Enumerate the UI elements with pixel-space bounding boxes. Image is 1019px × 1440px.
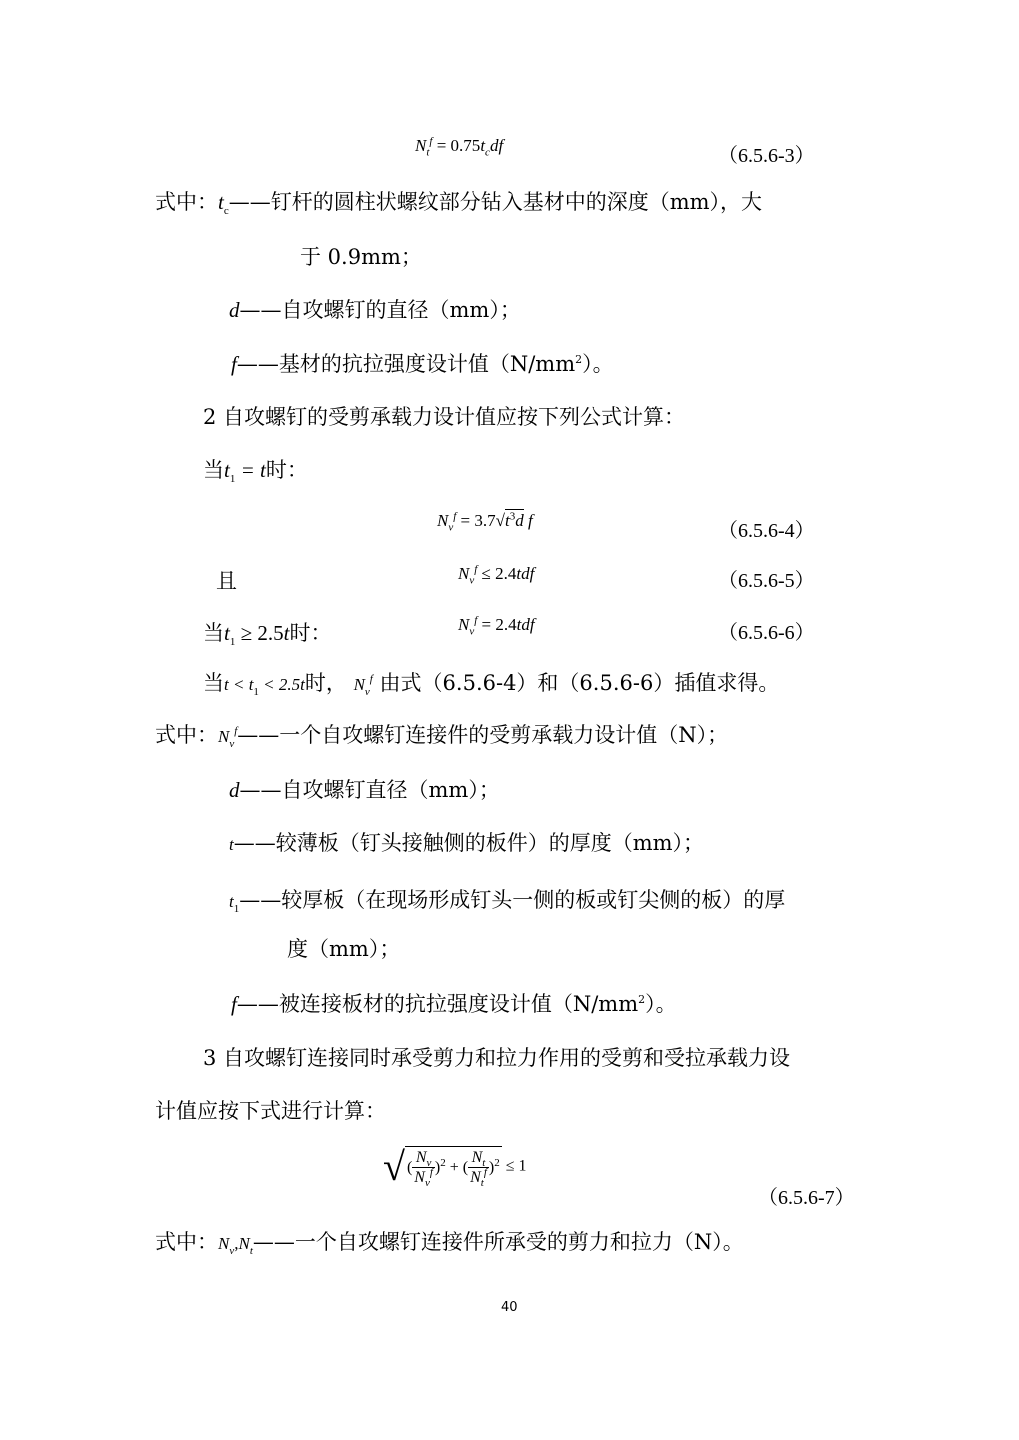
case2-prefix: 当 [203, 621, 224, 645]
eq4-root-b: d [515, 511, 524, 530]
where2-f-desc-b: ）。 [645, 992, 677, 1016]
f-desc-sup: 2 [575, 353, 583, 366]
where2-t-symbol: t [229, 835, 234, 854]
big-sqrt-icon: √ [383, 1144, 405, 1189]
case2-line: 当$t_1 \ge 2.5t$时： [203, 621, 332, 649]
item3-where-desc: ——一个自攻螺钉连接件所承受的剪力和拉力（N）。 [252, 1230, 744, 1254]
nv-desc: ——一个自攻螺钉连接件的受剪承载力设计值（N）； [237, 723, 729, 747]
d-desc: ——自攻螺钉的直径（mm）； [239, 298, 521, 322]
where2-t-desc: ——较薄板（钉头接触侧的板件）的厚度（mm）； [233, 831, 705, 855]
where2-d-symbol: d [229, 778, 240, 802]
where2-t1-symbol: t [229, 892, 234, 911]
interp-tail: 由式（6.5.6-4）和（6.5.6-6）插值求得。 [379, 671, 780, 695]
case2-suffix: 时： [289, 621, 332, 645]
and-word: 且 [216, 569, 237, 593]
where2-nv-line: 式中：$N_v^f——$一个自攻螺钉连接件的受剪承载力设计值（N）； [155, 723, 729, 751]
where1-tc-line2: 于 0.9mm； [300, 245, 422, 269]
where2-f-symbol: f [231, 992, 237, 1016]
eq3-sup: f [429, 135, 433, 148]
equation-6-5-6-4: $N_v^f = 3.7√t^3d$ f [437, 510, 533, 534]
tc-sub: c [223, 205, 229, 218]
eq-number-6-5-6-3: （6.5.6-3） [718, 145, 815, 167]
tc-desc-1: ——钉杆的圆柱状螺纹部分钻入基材中的深度（mm），大 [228, 190, 763, 214]
f-desc-b: ）。 [582, 352, 614, 376]
eq5-tail: tdf [516, 564, 535, 583]
eq-number-6-5-6-7: （6.5.6-7） [758, 1187, 855, 1209]
case1-line: 当$t_1 = t$时： [203, 458, 308, 486]
eq4-root-a: t [504, 511, 510, 530]
tc-symbol: t [218, 190, 224, 214]
eq7-rel: ≤ 1 [505, 1157, 527, 1175]
equation-6-5-6-5: $N_v^f \le 2.4tdf$ [458, 563, 535, 587]
eq-number-6-5-6-5: （6.5.6-5） [718, 570, 815, 592]
eq4-coef: = 3.7 [460, 511, 496, 530]
item3-line1: 3 自攻螺钉连接同时承受剪力和拉力作用的受剪和受拉承载力设 [203, 1046, 791, 1070]
item3-where-prefix: 式中： [155, 1230, 218, 1254]
where2-d-line [229, 776, 500, 804]
where2-f-line [231, 990, 677, 1018]
equation-6-5-6-6: $N_v^f = 2.4tdf$ [458, 614, 535, 638]
item3-line2: 计值应按下式进行计算： [155, 1099, 386, 1123]
eq-number-6-5-6-6: （6.5.6-6） [718, 622, 815, 644]
where2-d-desc: ——自攻螺钉直径（mm）； [239, 778, 500, 802]
interp-prefix: 当 [203, 671, 224, 695]
item3-where-line: 式中：$N_v,N_t——$一个自攻螺钉连接件所承受的剪力和拉力（N）。 [155, 1230, 744, 1258]
where1-prefix: 式中： [155, 190, 218, 214]
case1-suffix: 时： [265, 458, 308, 482]
eq3-sub: t [426, 146, 430, 159]
interp-cond-b: < 2.5t [258, 675, 305, 694]
where1-d-line [229, 296, 521, 324]
eq3-t: t [480, 136, 486, 155]
where2-t-line [229, 829, 704, 859]
case2-cond: ≥ 2.5 [235, 621, 284, 645]
interp-mid: 时， [304, 671, 347, 695]
eq5-rel: ≤ 2.4 [481, 564, 517, 583]
d-symbol: d [229, 298, 240, 322]
sqrt-icon: √ [495, 511, 505, 530]
eq3-tsub: c [485, 146, 490, 159]
where2-t1-sub: 1 [233, 903, 240, 916]
eq3-tail: df [489, 136, 504, 155]
f-desc-a: ——基材的抗拉强度设计值（N/mm [236, 352, 576, 376]
equation-6-5-6-3 [415, 134, 503, 158]
interp-line: 当$t < t_1 < 2.5t$时， $N_v^f$ 由式（6.5.6-4）和（6.5.6-6）插值求得。 [203, 671, 780, 699]
eq-number-6-5-6-4: （6.5.6-4） [718, 520, 815, 542]
case2-t: t [283, 621, 290, 645]
eq3-coef: = 0.75 [436, 136, 481, 155]
eq6-rel: = 2.4 [481, 615, 517, 634]
where2-f-desc-a: ——被连接板材的抗拉强度设计值（N/mm [236, 992, 639, 1016]
where2-t1-line [229, 886, 785, 916]
where2-prefix: 式中： [155, 723, 218, 747]
f-symbol: f [231, 352, 237, 376]
where2-t1-line2: 度（mm）； [287, 937, 401, 961]
where1-tc-line [155, 188, 762, 216]
case1-prefix: 当 [203, 458, 224, 482]
case1-cond: = t [235, 458, 266, 482]
equation-6-5-6-7: √ ( $\frac{N_v}{N_v^f}$ )$^2$ + ( $\frac{N_t}{N_t^f}$ )$^2$ ≤ 1 [383, 1144, 527, 1189]
item2-heading: 2 自攻螺钉的受剪承载力设计值应按下列公式计算： [203, 405, 686, 429]
eq3-lhs: N [415, 136, 427, 155]
interp-cond-a: t < t [224, 675, 254, 694]
where2-f-desc-sup: 2 [638, 993, 646, 1006]
eq4-tail: f [527, 511, 533, 530]
eq6-tail: tdf [516, 615, 535, 634]
page-number: 40 [501, 1300, 518, 1315]
where2-t1-desc-1: ——较厚板（在现场形成钉头一侧的板或钉尖侧的板）的厚 [239, 888, 786, 912]
eq4-root-sup: 3 [509, 510, 516, 523]
where1-f-line [231, 350, 614, 378]
